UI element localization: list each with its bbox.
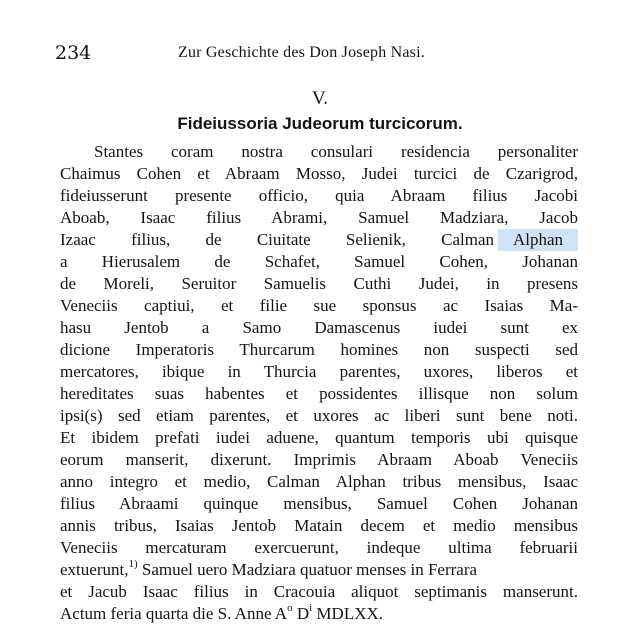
highlighted-word[interactable]: Alphan: [498, 229, 578, 251]
text-line: Chaimus Cohen et Abraam Mosso, Judei turcici de Czarigrod,: [60, 164, 578, 183]
footnote-marker[interactable]: 1): [128, 558, 138, 571]
page-header: [0, 42, 640, 66]
section-numeral: V.: [311, 88, 329, 109]
text-line: Stantes coram nostra consulari residencia personaliter: [94, 142, 578, 161]
text-line-part: extuerunt,: [60, 560, 129, 579]
text-line: Aboab, Isaac filius Abrami, Samuel Madziara, Jacob: [60, 208, 578, 227]
text-line: Veneciis captiui, et filie sue sponsus ac Isaias Ma-: [60, 296, 578, 315]
text-line: hereditates suas habentes et possidentes illisque non solum: [60, 384, 578, 403]
text-line: mercatores, ibique in Thurcia parentes, uxores, liberos et: [60, 362, 578, 381]
superscript-o: o: [287, 602, 293, 615]
running-title: Zur Geschichte des Don Joseph Nasi.: [178, 44, 425, 61]
text-line: Et ibidem prefati iudei aduene, quantum temporis ubi quisque: [60, 428, 578, 447]
text-line: fideiusserunt presente officio, quia Abraam filius Jacobi: [60, 186, 578, 205]
text-line: Izaac filius, de Ciuitate Selienik, Calman: [60, 230, 494, 249]
text-line-part: D: [296, 604, 310, 623]
text-line: dicione Imperatoris Thurcarum homines non suspecti sed: [60, 340, 578, 359]
text-line: anno integro et medio, Calman Alphan tribus mensibus, Isaac: [60, 472, 578, 491]
text-line: annis tribus, Isaias Jentob Matain decem et medio mensibus: [60, 516, 578, 535]
text-line: a Hierusalem de Schafet, Samuel Cohen, Johanan: [60, 252, 578, 271]
text-line: eorum manserit, dixerunt. Imprimis Abraam Aboab Veneciis: [60, 450, 578, 469]
text-line: filius Abraami quinque mensibus, Samuel Cohen Johanan: [60, 494, 578, 513]
text-line: [60, 559, 578, 581]
text-line: Veneciis mercaturam exercuerunt, indeque ultima februarii: [60, 538, 578, 557]
text-line: et Jacub Isaac filius in Cracouia aliquot septimanis manserunt.: [60, 582, 578, 601]
text-line: de Moreli, Seruitor Samuelis Cuthi Judei, in presens: [60, 274, 578, 293]
text-line: hasu Jentob a Samo Damascenus iudei sunt ex: [60, 318, 578, 337]
text-line-part: Samuel uero Madziara quatuor menses in Ferrara: [141, 560, 478, 579]
text-line-part: Actum feria quarta die S. Anne A: [60, 604, 288, 623]
superscript-i: i: [309, 602, 313, 615]
page-number: 234: [55, 42, 92, 64]
text-line-part: MDLXX.: [316, 604, 384, 623]
section-title: Fideiussoria Judeorum turcicorum.: [177, 114, 463, 133]
text-line: [60, 603, 578, 625]
text-line: ipsi(s) sed etiam parentes, et uxores ac liberi sunt bene noti.: [60, 406, 578, 425]
